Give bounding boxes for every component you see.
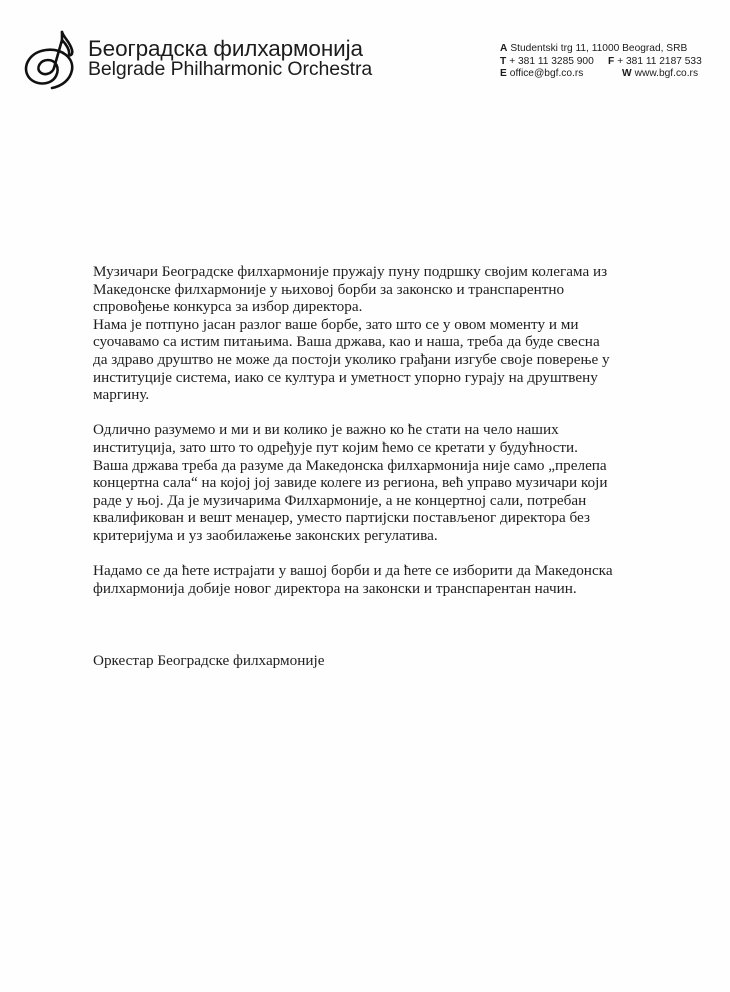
web-value[interactable]: www.bgf.co.rs (634, 68, 699, 80)
paragraph-1 (93, 263, 633, 404)
email-web-row (500, 68, 702, 81)
text-line: институција, зато што то одређује пут којим ћемо се кретати у будућности. (93, 438, 578, 456)
text-line: квалификован и вешт менаџер, уместо партијски постављеног директора без (93, 509, 590, 527)
phone-label: T (500, 55, 507, 67)
treble-clef-swirl-logo-icon (18, 24, 90, 96)
text-line: Нама је потпуно јасан разлог ваше борбе, зато што се у овом моменту и ми (93, 315, 579, 333)
text-line: Ваша држава треба да разуме да Македонска филхармонија није само „прелепа (93, 456, 607, 474)
text-line: концертна сала“ на којој јој завиде колеге из региона, већ управо музичари који (93, 474, 608, 492)
fax-value: + 381 11 2187 533 (617, 55, 702, 67)
text-line: Македонске филхармоније у њиховој борби за законско и транспарентно (93, 280, 565, 298)
fax-label: F (608, 55, 615, 67)
phone-value: + 381 11 3285 900 (509, 55, 594, 67)
text-line: маргину. (93, 386, 150, 404)
email-value[interactable]: office@bgf.co.rs (509, 68, 584, 80)
letter-body (93, 263, 633, 615)
org-name-latin: Belgrade Philharmonic Orchestra (88, 58, 373, 80)
text-line: да здраво друштво не може да постоји уколико грађани изгубе своје поверење у (93, 350, 610, 368)
text-line: филхармонија добије новог директора на законски и транспарентан начин. (93, 579, 577, 597)
email-label: E (500, 68, 507, 80)
text-line: суочавамо са истим питањима. Ваша држава, као и наша, треба да буде свесна (93, 333, 600, 351)
paragraph-3 (93, 562, 633, 597)
web-label: W (622, 68, 632, 80)
address-value: Studentski trg 11, 11000 Beograd, SRB (510, 43, 688, 54)
org-name-cyrillic: Београдска филхармонија (88, 36, 363, 61)
paragraph-2 (93, 421, 633, 544)
address-row (500, 43, 702, 56)
text-line: Надамо се да ћете истрајати у вашој борби и да ћете се изборити да Македонска (93, 562, 613, 580)
signature: Оркестар Београдске филхармоније (93, 652, 325, 669)
address-label: A (500, 43, 508, 54)
text-line: критеријума и уз заобилажење законских регулатива. (93, 526, 438, 544)
text-line: Одлично разумемо и ми и ви колико је важно ко ће стати на чело наших (93, 421, 559, 439)
contact-block (500, 43, 702, 81)
text-line: раде у њој. Да је музичарима Филхармоније, а не концертној сали, потребан (93, 491, 587, 509)
text-line: спровођење конкурса за избор директора. (93, 298, 363, 316)
phone-fax-row (500, 56, 702, 69)
organization-name (88, 36, 373, 80)
text-line: Музичари Београдске филхармоније пружају пуну подршку својим колегама из (93, 263, 608, 280)
text-line: институције система, иако се култура и уметност упорно гурају на друштвену (93, 368, 598, 386)
